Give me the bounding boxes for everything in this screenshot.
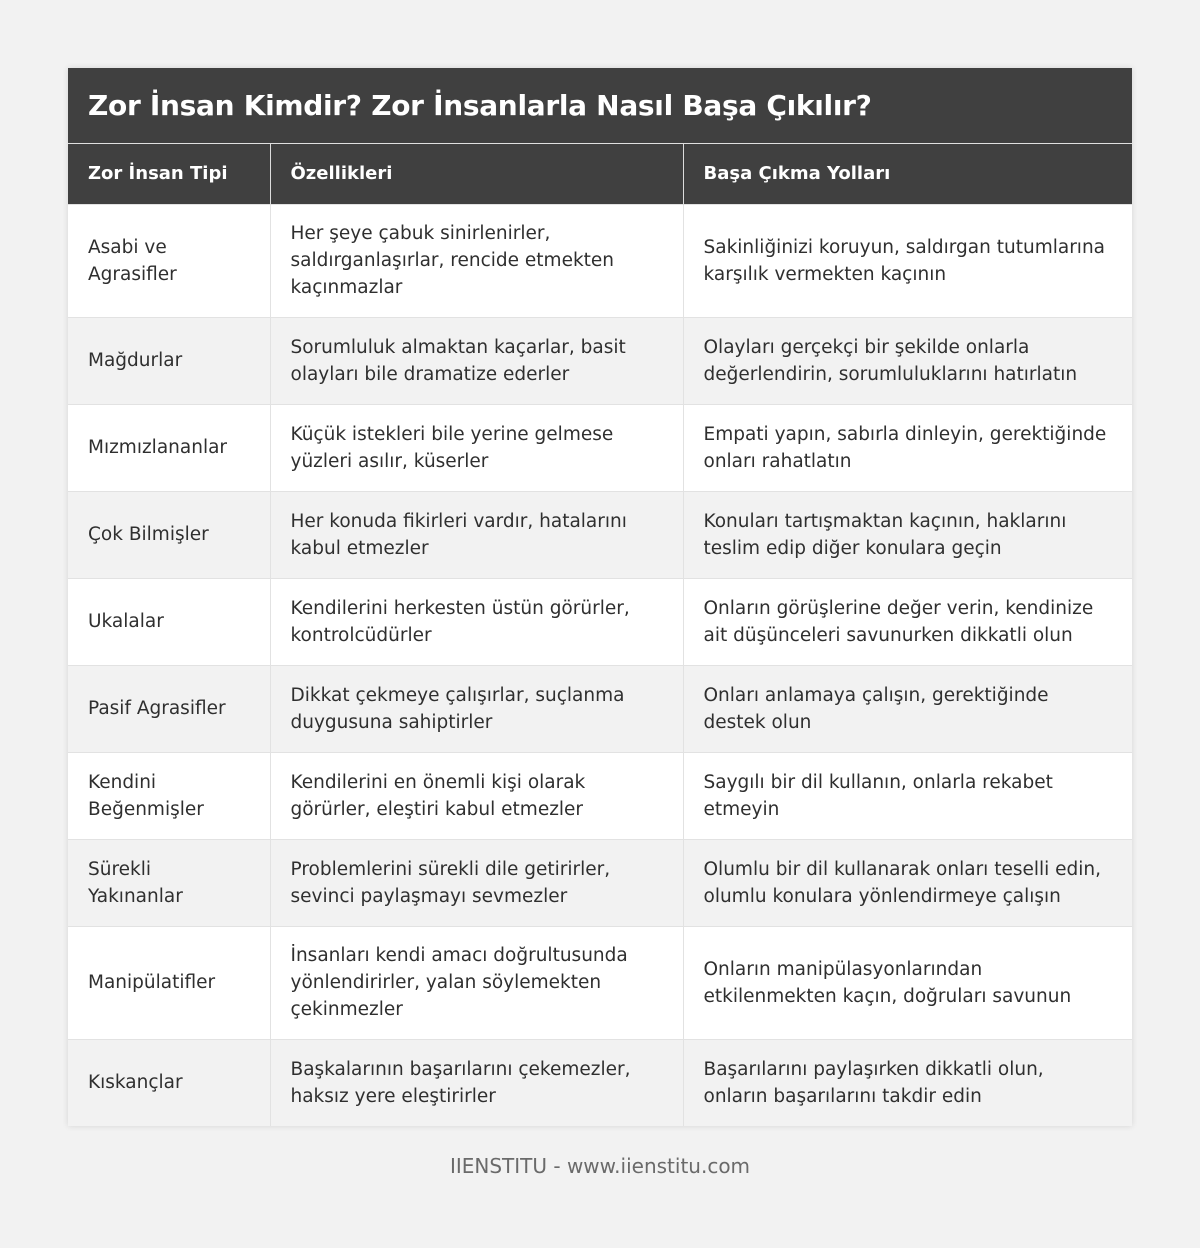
cell-coping: Saygılı bir dil kullanın, onlarla rekabet etmeyin xyxy=(683,752,1132,839)
cell-type: Ukalalar xyxy=(68,578,270,665)
cell-type: Pasif Agrasifler xyxy=(68,665,270,752)
column-header-coping: Başa Çıkma Yolları xyxy=(683,144,1132,204)
cell-features: Her şeye çabuk sinirlenirler, saldırganlaşırlar, rencide etmekten kaçınmazlar xyxy=(270,204,683,317)
table-header-row xyxy=(68,144,1132,204)
table-row xyxy=(68,491,1132,578)
cell-coping: Onları anlamaya çalışın, gerektiğinde destek olun xyxy=(683,665,1132,752)
table-row xyxy=(68,204,1132,317)
table-row xyxy=(68,752,1132,839)
data-table xyxy=(68,144,1132,1126)
cell-type: Asabi ve Agrasifler xyxy=(68,204,270,317)
table-row xyxy=(68,926,1132,1039)
cell-type: Mızmızlananlar xyxy=(68,404,270,491)
cell-coping: Onların görüşlerine değer verin, kendinize ait düşünceleri savunurken dikkatli olun xyxy=(683,578,1132,665)
cell-features: Küçük istekleri bile yerine gelmese yüzleri asılır, küserler xyxy=(270,404,683,491)
cell-features: Kendilerini herkesten üstün görürler, kontrolcüdürler xyxy=(270,578,683,665)
cell-features: Her konuda fikirleri vardır, hatalarını kabul etmezler xyxy=(270,491,683,578)
cell-coping: Onların manipülasyonlarından etkilenmekten kaçın, doğruları savunun xyxy=(683,926,1132,1039)
cell-features: Dikkat çekmeye çalışırlar, suçlanma duygusuna sahiptirler xyxy=(270,665,683,752)
cell-coping: Olayları gerçekçi bir şekilde onlarla değerlendirin, sorumluluklarını hatırlatın xyxy=(683,317,1132,404)
table-row xyxy=(68,578,1132,665)
page-title: Zor İnsan Kimdir? Zor İnsanlarla Nasıl Başa Çıkılır? xyxy=(88,89,872,122)
table-row xyxy=(68,839,1132,926)
table-row xyxy=(68,665,1132,752)
cell-type: Çok Bilmişler xyxy=(68,491,270,578)
cell-features: Başkalarının başarılarını çekemezler, haksız yere eleştirirler xyxy=(270,1039,683,1126)
cell-features: Sorumluluk almaktan kaçarlar, basit olayları bile dramatize ederler xyxy=(270,317,683,404)
cell-type: Kendini Beğenmişler xyxy=(68,752,270,839)
table-row xyxy=(68,317,1132,404)
title-bar xyxy=(68,68,1132,144)
cell-coping: Konuları tartışmaktan kaçının, haklarını teslim edip diğer konulara geçin xyxy=(683,491,1132,578)
content-card xyxy=(68,68,1132,1126)
cell-type: Sürekli Yakınanlar xyxy=(68,839,270,926)
column-header-type: Zor İnsan Tipi xyxy=(68,144,270,204)
cell-coping: Sakinliğinizi koruyun, saldırgan tutumlarına karşılık vermekten kaçının xyxy=(683,204,1132,317)
footer-credit: IIENSTITU - www.iienstitu.com xyxy=(449,1154,751,1178)
cell-coping: Başarılarını paylaşırken dikkatli olun, onların başarılarını takdir edin xyxy=(683,1039,1132,1126)
table-row xyxy=(68,404,1132,491)
cell-coping: Olumlu bir dil kullanarak onları teselli edin, olumlu konulara yönlendirmeye çalışın xyxy=(683,839,1132,926)
table-row xyxy=(68,1039,1132,1126)
cell-features: İnsanları kendi amacı doğrultusunda yönlendirirler, yalan söylemekten çekinmezler xyxy=(270,926,683,1039)
cell-features: Kendilerini en önemli kişi olarak görürler, eleştiri kabul etmezler xyxy=(270,752,683,839)
cell-type: Manipülatifler xyxy=(68,926,270,1039)
cell-features: Problemlerini sürekli dile getirirler, sevinci paylaşmayı sevmezler xyxy=(270,839,683,926)
cell-coping: Empati yapın, sabırla dinleyin, gerektiğinde onları rahatlatın xyxy=(683,404,1132,491)
cell-type: Mağdurlar xyxy=(68,317,270,404)
cell-type: Kıskançlar xyxy=(68,1039,270,1126)
column-header-features: Özellikleri xyxy=(270,144,683,204)
